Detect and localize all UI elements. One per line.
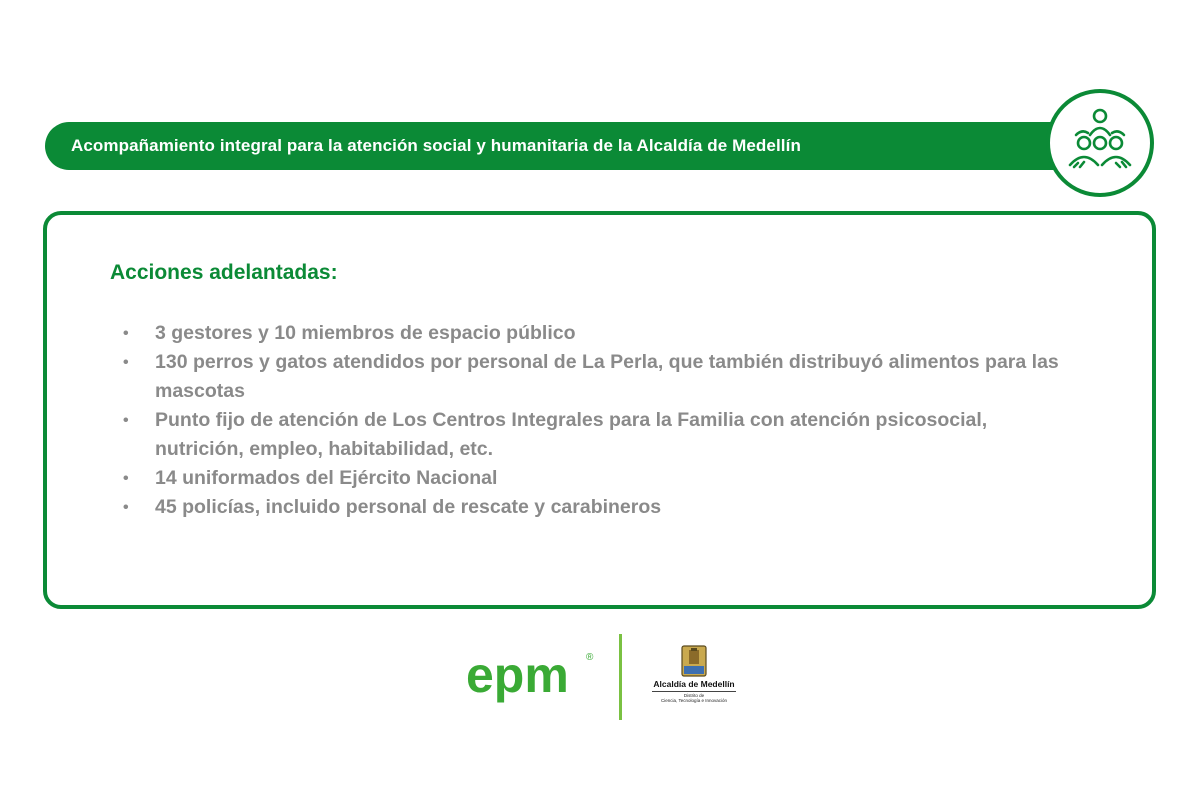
epm-wordmark: epm (466, 647, 569, 703)
header-title: Acompañamiento integral para la atención social y humanitaria de la Alcaldía de Medellín (71, 136, 801, 155)
epm-logo (466, 646, 606, 706)
list-item (117, 493, 1077, 522)
list-item-text: 3 gestores y 10 miembros de espacio público (155, 322, 576, 344)
alcaldia-sub-line-1: Distrito de (683, 693, 705, 698)
list-item (117, 406, 1077, 464)
alcaldia-shield-icon (680, 644, 708, 678)
list-item-text: 14 uniformados del Ejército Nacional (155, 467, 498, 489)
bullet: • (123, 499, 129, 516)
alcaldia-subtitle (649, 693, 739, 703)
bullet: • (123, 325, 129, 342)
list-item (117, 319, 1077, 348)
list-item-text: 45 policías, incluido personal de rescate y carabineros (155, 496, 662, 518)
list-item-text: Punto fijo de atención de Los Centros Integrales para la Familia con atención psicosocial, nutrición, empleo, habitabilidad, etc. (155, 409, 988, 460)
bullet: • (123, 354, 129, 371)
footer-logos (0, 630, 1200, 730)
header-banner (45, 122, 1085, 170)
community-people-icon (1046, 89, 1154, 197)
list-item-text: 130 perros y gatos atendidos por personal de La Perla, que también distribuyó alimentos para las mascotas (155, 351, 1059, 402)
panel-title: Acciones adelantadas: (110, 261, 338, 284)
alcaldia-rule (652, 691, 736, 692)
actions-list (117, 319, 1077, 522)
registered-mark: ® (586, 652, 594, 663)
list-item (117, 348, 1077, 406)
alcaldia-name: Alcaldía de Medellín (653, 679, 735, 689)
alcaldia-sub-line-2: Ciencia, Tecnología e Innovación (661, 698, 727, 703)
logo-divider (619, 634, 622, 720)
actions-panel (43, 211, 1156, 609)
bullet: • (123, 470, 129, 487)
list-item (117, 464, 1077, 493)
bullet: • (123, 412, 129, 429)
